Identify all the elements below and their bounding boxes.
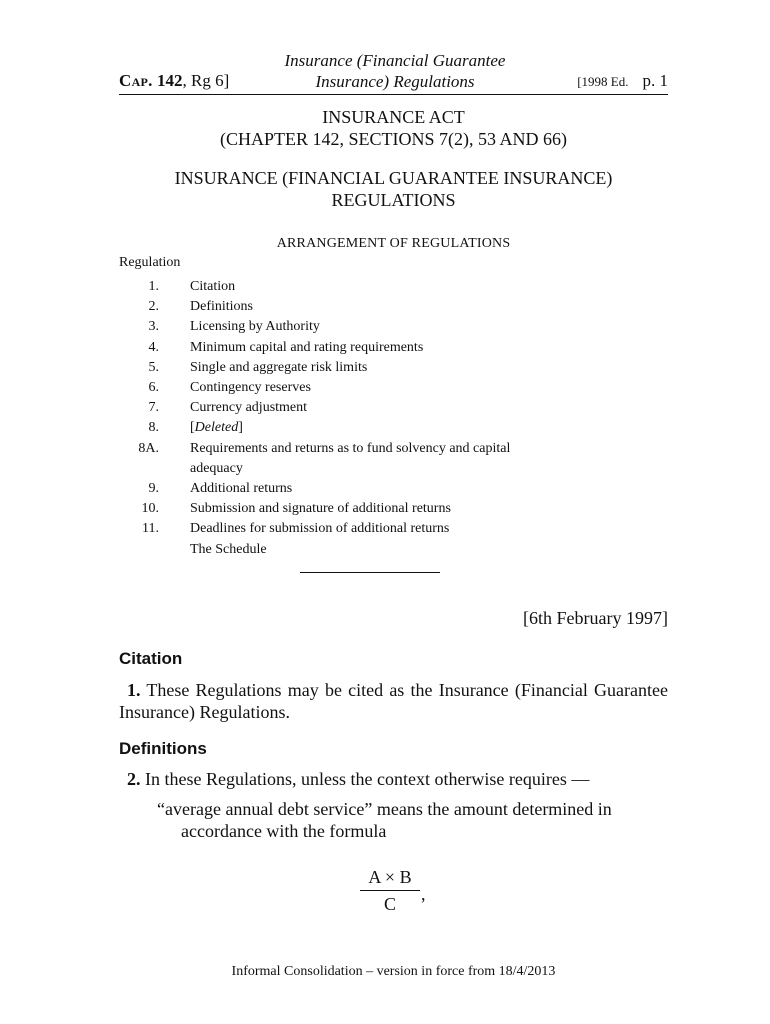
toc-item[interactable] [119, 297, 668, 317]
toc-number [119, 459, 159, 479]
toc-number: 6. [148, 380, 159, 396]
toc-item[interactable] [119, 358, 668, 378]
toc-text: Additional returns [190, 481, 293, 497]
toc-text: Deadlines for submission of additional returns [190, 521, 450, 537]
toc-item[interactable] [119, 519, 668, 539]
toc-item-continuation [119, 459, 668, 479]
toc-item[interactable] [119, 317, 668, 337]
toc-item[interactable] [119, 418, 668, 438]
definitions-paragraph [119, 768, 668, 790]
running-header-title [250, 50, 540, 92]
cap-label: Cap. [119, 71, 153, 90]
toc-item[interactable] [119, 398, 668, 418]
act-title: INSURANCE ACT [322, 107, 465, 127]
toc-item[interactable] [119, 499, 668, 519]
schedule-link: The Schedule [190, 541, 267, 557]
definition-average-annual-debt-service [157, 798, 668, 842]
header-rule [119, 94, 668, 95]
toc-number: 1. [148, 279, 159, 294]
toc-item[interactable] [119, 479, 668, 499]
toc-item-schedule[interactable] [119, 540, 668, 560]
toc-number: 4. [148, 339, 159, 355]
formula-trailing-comma: , [421, 884, 426, 904]
citation-text: These Regulations may be cited as the Insurance (Financial Guarantee Insurance) Regulations. [119, 680, 668, 722]
toc-number: 2. [148, 299, 159, 315]
commencement-date: [6th February 1997] [523, 608, 668, 628]
header-title-line2: Insurance) Regulations [315, 72, 475, 91]
toc-item[interactable] [119, 277, 668, 297]
citation-paragraph [119, 679, 668, 723]
toc-item[interactable] [119, 439, 668, 459]
toc-text: Submission and signature of additional returns [190, 501, 451, 517]
footer-note: Informal Consolidation – version in force from 18/4/2013 [231, 964, 556, 979]
toc-number: 9. [148, 481, 159, 497]
toc-item[interactable] [119, 338, 668, 358]
toc-number: 8. [148, 420, 159, 436]
regulations-title-line1: INSURANCE (FINANCIAL GUARANTEE INSURANCE) [174, 168, 613, 188]
toc-text: Licensing by Authority [190, 319, 320, 335]
definition-line1: “average annual debt service” means the amount determined in [157, 799, 612, 819]
toc-text: Minimum capital and rating requirements [190, 339, 424, 355]
definitions-text: In these Regulations, unless the context otherwise requires — [140, 769, 590, 789]
arrangement-heading: ARRANGEMENT OF REGULATIONS [276, 236, 511, 251]
regulation-label: Regulation [119, 255, 181, 270]
definitions-number: 2. [127, 769, 141, 789]
formula-numerator: A × B [368, 867, 412, 887]
toc-text: Citation [190, 279, 236, 294]
definitions-heading: Definitions [119, 739, 207, 758]
edition-page [577, 71, 668, 91]
cap-number: 142 [156, 71, 183, 90]
fraction-bar [360, 890, 420, 891]
header-title-line1: Insurance (Financial Guarantee [284, 51, 506, 70]
toc-number: 11. [142, 521, 159, 537]
formula [360, 866, 420, 915]
citation-number: 1. [127, 680, 141, 700]
toc-text: [Deleted] [190, 420, 243, 436]
edition-label: [1998 Ed. [577, 74, 629, 89]
reg-reference: , Rg 6] [182, 71, 230, 90]
regulations-title-line2: REGULATIONS [331, 190, 456, 210]
toc-number: 8A. [138, 440, 159, 456]
toc-text: Requirements and returns as to fund solvency and capital [190, 440, 511, 456]
citation-heading: Citation [119, 649, 183, 668]
toc-item[interactable] [119, 378, 668, 398]
toc-text: Contingency reserves [190, 380, 311, 396]
toc-number: 3. [148, 319, 159, 335]
act-chapter: (CHAPTER 142, SECTIONS 7(2), 53 AND 66) [219, 129, 567, 149]
toc-number: 10. [141, 501, 159, 517]
formula-denominator: C [383, 894, 396, 914]
toc-number: 5. [148, 359, 159, 375]
table-of-contents [119, 277, 668, 560]
chapter-reference [119, 71, 229, 91]
toc-text: Single and aggregate risk limits [190, 359, 368, 375]
page-number: p. 1 [642, 71, 668, 90]
definition-line2: accordance with the formula [181, 821, 387, 841]
toc-text: Definitions [190, 299, 253, 315]
toc-text: adequacy [190, 460, 243, 476]
section-divider [300, 572, 440, 573]
toc-number: 7. [148, 400, 159, 416]
toc-text: Currency adjustment [190, 400, 308, 416]
